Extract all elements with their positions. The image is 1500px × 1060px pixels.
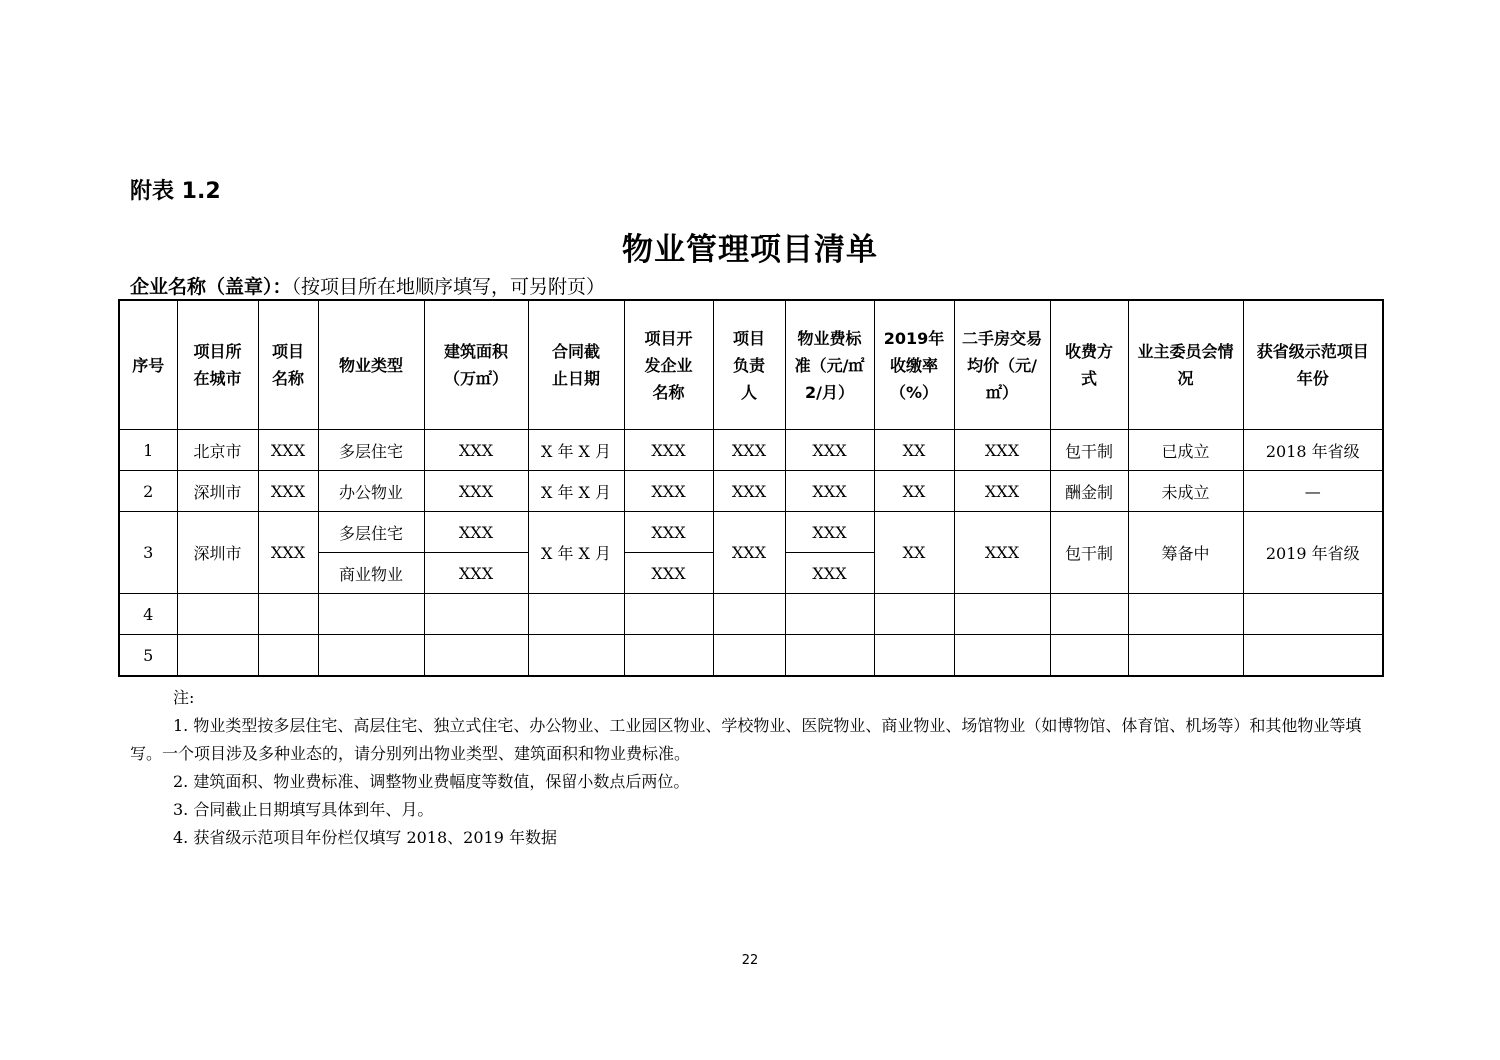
cell-empty xyxy=(713,594,785,635)
notes xyxy=(130,684,1380,852)
header-rate: 2019年收缴率（%） xyxy=(874,300,954,430)
cell-type: 多层住宅 xyxy=(318,430,424,471)
header-contract: 合同截止日期 xyxy=(528,300,624,430)
cell-empty xyxy=(954,635,1050,677)
cell-city: 深圳市 xyxy=(177,471,258,512)
header-manager: 项目负责人 xyxy=(713,300,785,430)
header-price: 二手房交易均价（元/㎡） xyxy=(954,300,1050,430)
cell-empty xyxy=(528,635,624,677)
cell-empty xyxy=(785,594,874,635)
cell-manager: XXX xyxy=(713,471,785,512)
header-developer: 项目开发企业名称 xyxy=(624,300,713,430)
cell-price: XXX xyxy=(954,512,1050,594)
header-method: 收费方式 xyxy=(1050,300,1128,430)
cell-rate: XX xyxy=(874,471,954,512)
cell-manager: XXX xyxy=(713,430,785,471)
cell-contract: X 年 X 月 xyxy=(528,471,624,512)
header-name: 项目名称 xyxy=(258,300,318,430)
company-instruction: （按项目所在地顺序填写，可另附页） xyxy=(291,276,606,298)
page-number: 22 xyxy=(741,953,759,968)
page-title: 物业管理项目清单 xyxy=(622,232,878,268)
cell-city: 深圳市 xyxy=(177,512,258,594)
cell-fee: XXX xyxy=(785,512,874,553)
note-item: 4. 获省级示范项目年份栏仅填写 2018、2019 年数据 xyxy=(173,828,557,847)
cell-empty xyxy=(1243,635,1383,677)
header-area: 建筑面积（万㎡） xyxy=(424,300,528,430)
cell-fee: XXX xyxy=(785,430,874,471)
cell-area: XXX xyxy=(424,471,528,512)
project-table xyxy=(118,299,1384,677)
table-row xyxy=(119,512,1383,553)
cell-empty xyxy=(258,635,318,677)
cell-empty xyxy=(528,594,624,635)
cell-award: — xyxy=(1243,471,1383,512)
cell-method: 包干制 xyxy=(1050,430,1128,471)
cell-method: 包干制 xyxy=(1050,512,1128,594)
cell-city: 北京市 xyxy=(177,430,258,471)
header-row xyxy=(119,300,1383,430)
cell-rate: XX xyxy=(874,430,954,471)
cell-contract: X 年 X 月 xyxy=(528,430,624,471)
cell-type: 多层住宅 xyxy=(318,512,424,553)
cell-seq: 2 xyxy=(119,471,177,512)
cell-seq: 5 xyxy=(119,635,177,677)
cell-empty xyxy=(177,594,258,635)
table-row xyxy=(119,430,1383,471)
cell-empty xyxy=(424,635,528,677)
cell-area: XXX xyxy=(424,553,528,594)
cell-empty xyxy=(624,635,713,677)
table-row xyxy=(119,471,1383,512)
notes-heading: 注: xyxy=(173,688,195,707)
cell-name: XXX xyxy=(258,512,318,594)
cell-developer: XXX xyxy=(624,512,713,553)
note-item: 2. 建筑面积、物业费标准、调整物业费幅度等数值，保留小数点后两位。 xyxy=(173,772,690,791)
cell-type: 商业物业 xyxy=(318,553,424,594)
cell-price: XXX xyxy=(954,471,1050,512)
cell-developer: XXX xyxy=(624,471,713,512)
cell-empty xyxy=(177,635,258,677)
cell-empty xyxy=(1050,635,1128,677)
cell-fee: XXX xyxy=(785,471,874,512)
header-committee: 业主委员会情况 xyxy=(1128,300,1243,430)
cell-empty xyxy=(954,594,1050,635)
cell-area: XXX xyxy=(424,430,528,471)
company-name-label: 企业名称（盖章）： xyxy=(130,276,292,298)
cell-award: 2018 年省级 xyxy=(1243,430,1383,471)
cell-seq: 1 xyxy=(119,430,177,471)
cell-committee: 已成立 xyxy=(1128,430,1243,471)
cell-developer: XXX xyxy=(624,430,713,471)
cell-developer: XXX xyxy=(624,553,713,594)
cell-award: 2019 年省级 xyxy=(1243,512,1383,594)
cell-type: 办公物业 xyxy=(318,471,424,512)
cell-empty xyxy=(874,635,954,677)
cell-empty xyxy=(258,594,318,635)
company-line xyxy=(130,272,605,299)
cell-empty xyxy=(1128,635,1243,677)
table-row xyxy=(119,635,1383,677)
cell-empty xyxy=(713,635,785,677)
cell-seq: 4 xyxy=(119,594,177,635)
cell-rate: XX xyxy=(874,512,954,594)
header-city: 项目所在城市 xyxy=(177,300,258,430)
cell-empty xyxy=(785,635,874,677)
appendix-label: 附表 1.2 xyxy=(130,179,221,204)
cell-name: XXX xyxy=(258,471,318,512)
table-row xyxy=(119,594,1383,635)
cell-fee: XXX xyxy=(785,553,874,594)
cell-area: XXX xyxy=(424,512,528,553)
header-seq: 序号 xyxy=(119,300,177,430)
cell-empty xyxy=(1128,594,1243,635)
cell-price: XXX xyxy=(954,430,1050,471)
cell-empty xyxy=(318,594,424,635)
note-item: 1. 物业类型按多层住宅、高层住宅、独立式住宅、办公物业、工业园区物业、学校物业、医院物业、商业物业、场馆物业（如博物馆、体育馆、机场等）和其他物业等填写。一个项目涉及多种业态的，请分别列出物业类型、建筑面积和物业费标准。 xyxy=(130,716,1362,763)
header-award: 获省级示范项目年份 xyxy=(1243,300,1383,430)
cell-committee: 筹备中 xyxy=(1128,512,1243,594)
cell-contract: X 年 X 月 xyxy=(528,512,624,594)
header-fee: 物业费标准（元/㎡2/月） xyxy=(785,300,874,430)
cell-manager: XXX xyxy=(713,512,785,594)
note-item: 3. 合同截止日期填写具体到年、月。 xyxy=(173,800,434,819)
cell-empty xyxy=(1243,594,1383,635)
cell-seq: 3 xyxy=(119,512,177,594)
cell-committee: 未成立 xyxy=(1128,471,1243,512)
cell-empty xyxy=(874,594,954,635)
cell-name: XXX xyxy=(258,430,318,471)
cell-empty xyxy=(1050,594,1128,635)
cell-empty xyxy=(318,635,424,677)
cell-empty xyxy=(624,594,713,635)
cell-method: 酬金制 xyxy=(1050,471,1128,512)
cell-empty xyxy=(424,594,528,635)
header-type: 物业类型 xyxy=(318,300,424,430)
